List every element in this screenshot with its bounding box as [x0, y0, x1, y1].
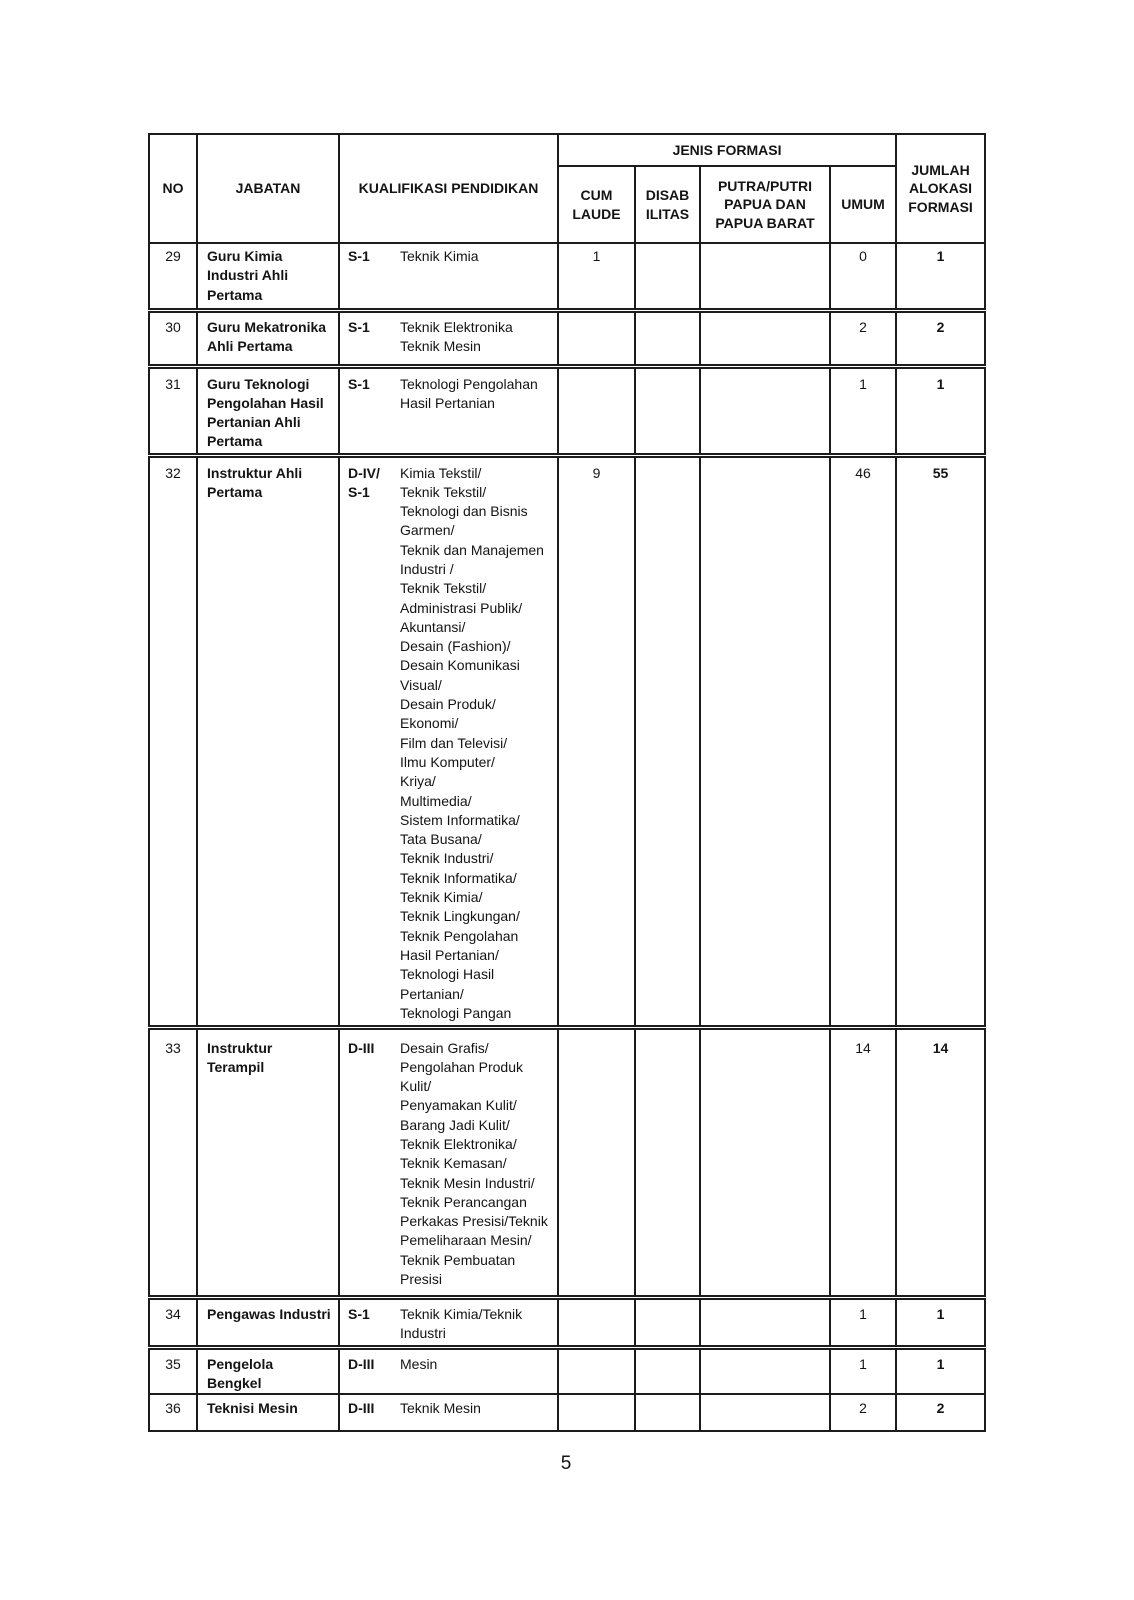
education-level: S-1 [348, 375, 370, 392]
education-major: Teknik Kimia [400, 248, 479, 264]
page-number: 5 [560, 1453, 572, 1474]
header-no: NO [149, 134, 197, 243]
row-number: 35 [165, 1355, 181, 1372]
table-row [149, 310, 985, 366]
cum-laude-cell [558, 243, 635, 310]
total-allocation-cell [896, 1297, 985, 1347]
position-name: Guru Mekatronika Ahli Pertama [207, 318, 327, 354]
total-allocation-cell [896, 455, 985, 1027]
education-qualification [340, 247, 557, 266]
total-allocation-cell [896, 366, 985, 455]
umum-cell [830, 1027, 896, 1297]
total-allocation-count: 2 [936, 318, 945, 335]
header-jumlah-alokasi-formasi: JUMLAH ALOKASI FORMASI [896, 134, 985, 243]
disabilitas-cell [635, 243, 700, 310]
kualifikasi-cell [339, 1347, 558, 1394]
education-qualification [340, 1355, 557, 1374]
umum-cell [830, 455, 896, 1027]
umum-count: 1 [859, 1355, 867, 1372]
total-allocation-count: 14 [932, 1039, 949, 1056]
umum-count: 46 [855, 464, 871, 481]
header-disabilitas: DISAB ILITAS [635, 166, 700, 243]
header-putra-putri-papua: PUTRA/PUTRI PAPUA DAN PAPUA BARAT [700, 166, 830, 243]
education-qualification [340, 318, 557, 357]
papua-cell [700, 1027, 830, 1297]
header-jabatan: JABATAN [197, 134, 339, 243]
table-header [149, 134, 985, 243]
education-level: S-1 [348, 248, 370, 264]
umum-cell [830, 310, 896, 366]
education-major: Kimia Tekstil/ Teknik Tekstil/ Teknologi dan Bisnis Garmen/ Teknik dan Manajemen Industri / Teknik Tekstil/ Administrasi Publik/ Akuntansi/ Desain (Fashion)/ Desain Komunikasi Visual/ Desain Produk/ Ekonomi/ Film dan Televisi/ Ilmu Komputer/ Kriya/ Multimedia/ Sistem Informatika/ Tata Busana/ Teknik Industri/ Teknik Informatika/ Teknik Kimia/ Teknik Lingkungan/ Teknik Pengolahan Hasil Pertanian/ Teknologi Hasil Pertanian/ Teknologi Pangan [400, 464, 544, 1021]
education-major: Teknik Elektronika Teknik Mesin [400, 318, 513, 354]
table-row [149, 1027, 985, 1297]
kualifikasi-cell [339, 366, 558, 455]
jabatan-cell [197, 1297, 339, 1347]
header-jenis-formasi: JENIS FORMASI [558, 134, 896, 166]
education-level: D-III [348, 1039, 375, 1056]
papua-cell [700, 1347, 830, 1394]
disabilitas-cell [635, 1347, 700, 1394]
header-umum: UMUM [830, 166, 896, 243]
papua-cell [700, 1394, 830, 1431]
education-qualification [340, 1039, 557, 1290]
umum-count: 2 [859, 318, 867, 335]
total-allocation-count: 2 [936, 1400, 945, 1417]
umum-count: 1 [859, 1305, 867, 1322]
kualifikasi-cell [339, 243, 558, 310]
disabilitas-cell [635, 366, 700, 455]
kualifikasi-cell [339, 1027, 558, 1297]
papua-cell [700, 1297, 830, 1347]
total-allocation-count: 1 [936, 1355, 945, 1372]
education-qualification [340, 464, 557, 1024]
table-row [149, 455, 985, 1027]
cum-laude-cell [558, 1297, 635, 1347]
total-allocation-cell [896, 1347, 985, 1394]
position-name: Teknisi Mesin [207, 1400, 298, 1417]
formasi-table [148, 133, 986, 1432]
table-row [149, 243, 985, 310]
row-number: 36 [165, 1400, 181, 1417]
jabatan-cell [197, 455, 339, 1027]
umum-count: 2 [859, 1400, 867, 1417]
no-cell [149, 1027, 197, 1297]
umum-count: 1 [859, 375, 867, 392]
row-number: 30 [165, 318, 181, 335]
jabatan-cell [197, 243, 339, 310]
row-number: 31 [165, 375, 181, 392]
umum-cell [830, 1297, 896, 1347]
table-body [149, 243, 985, 1431]
education-major: Desain Grafis/ Pengolahan Produk Kulit/ Penyamakan Kulit/ Barang Jadi Kulit/ Teknik Elektronika/ Teknik Kemasan/ Teknik Mesin Industri/ Teknik Perancangan Perkakas Presisi/Teknik Pemeliharaan Mesin/ Teknik Pembuatan Presisi [400, 1039, 548, 1288]
papua-cell [700, 455, 830, 1027]
row-number: 32 [165, 464, 181, 481]
no-cell [149, 1347, 197, 1394]
table-row [149, 1394, 985, 1431]
education-level: D-IV/ S-1 [348, 464, 380, 500]
cum-laude-cell [558, 310, 635, 366]
row-number: 29 [165, 248, 181, 264]
total-allocation-cell [896, 243, 985, 310]
papua-cell [700, 310, 830, 366]
umum-cell [830, 366, 896, 455]
disabilitas-cell [635, 1027, 700, 1297]
education-major: Mesin [400, 1355, 438, 1372]
umum-cell [830, 243, 896, 310]
cum-laude-cell [558, 366, 635, 455]
papua-cell [700, 366, 830, 455]
position-name: Pengelola Bengkel [207, 1355, 274, 1391]
education-qualification [340, 375, 557, 414]
cum-laude-cell [558, 1394, 635, 1431]
disabilitas-cell [635, 1394, 700, 1431]
row-number: 33 [165, 1039, 181, 1056]
no-cell [149, 1394, 197, 1431]
umum-cell [830, 1347, 896, 1394]
total-allocation-count: 1 [936, 248, 945, 264]
no-cell [149, 310, 197, 366]
jabatan-cell [197, 310, 339, 366]
cum-laude-count: 1 [592, 248, 601, 264]
total-allocation-cell [896, 1394, 985, 1431]
total-allocation-cell [896, 310, 985, 366]
total-allocation-count: 1 [936, 1305, 945, 1322]
education-major: Teknik Kimia/Teknik Industri [400, 1305, 523, 1341]
position-name: Instruktur Ahli Pertama [207, 464, 303, 500]
jabatan-cell [197, 1394, 339, 1431]
jabatan-cell [197, 1347, 339, 1394]
row-number: 34 [165, 1305, 181, 1322]
cum-laude-cell [558, 1347, 635, 1394]
cum-laude-count: 9 [592, 464, 601, 481]
position-name: Guru Teknologi Pengolahan Hasil Pertanian Ahli Pertama [207, 375, 324, 450]
header-cum-laude: CUM LAUDE [558, 166, 635, 243]
position-name: Pengawas Industri [207, 1305, 331, 1322]
kualifikasi-cell [339, 310, 558, 366]
total-allocation-count: 55 [932, 464, 949, 481]
table-row [149, 1347, 985, 1394]
disabilitas-cell [635, 455, 700, 1027]
kualifikasi-cell [339, 1394, 558, 1431]
disabilitas-cell [635, 310, 700, 366]
education-qualification [340, 1399, 557, 1418]
umum-cell [830, 1394, 896, 1431]
total-allocation-cell [896, 1027, 985, 1297]
position-name: Guru Kimia Industri Ahli Pertama [207, 248, 289, 303]
umum-count: 14 [855, 1039, 871, 1056]
cum-laude-cell [558, 455, 635, 1027]
education-major: Teknologi Pengolahan Hasil Pertanian [400, 375, 538, 411]
disabilitas-cell [635, 1297, 700, 1347]
no-cell [149, 455, 197, 1027]
jabatan-cell [197, 366, 339, 455]
no-cell [149, 1297, 197, 1347]
education-level: D-III [348, 1400, 375, 1417]
no-cell [149, 243, 197, 310]
papua-cell [700, 243, 830, 310]
kualifikasi-cell [339, 455, 558, 1027]
education-major: Teknik Mesin [400, 1400, 481, 1417]
umum-count: 0 [859, 248, 867, 264]
total-allocation-count: 1 [936, 375, 945, 392]
table-row [149, 366, 985, 455]
header-kualifikasi-pendidikan: KUALIFIKASI PENDIDIKAN [339, 134, 558, 243]
education-level: S-1 [348, 318, 370, 335]
no-cell [149, 366, 197, 455]
kualifikasi-cell [339, 1297, 558, 1347]
education-qualification [340, 1305, 557, 1344]
education-level: S-1 [348, 1305, 370, 1322]
header-row [149, 134, 985, 166]
position-name: Instruktur Terampil [207, 1039, 273, 1075]
table-row [149, 1297, 985, 1347]
education-level: D-III [348, 1355, 375, 1372]
cum-laude-cell [558, 1027, 635, 1297]
jabatan-cell [197, 1027, 339, 1297]
